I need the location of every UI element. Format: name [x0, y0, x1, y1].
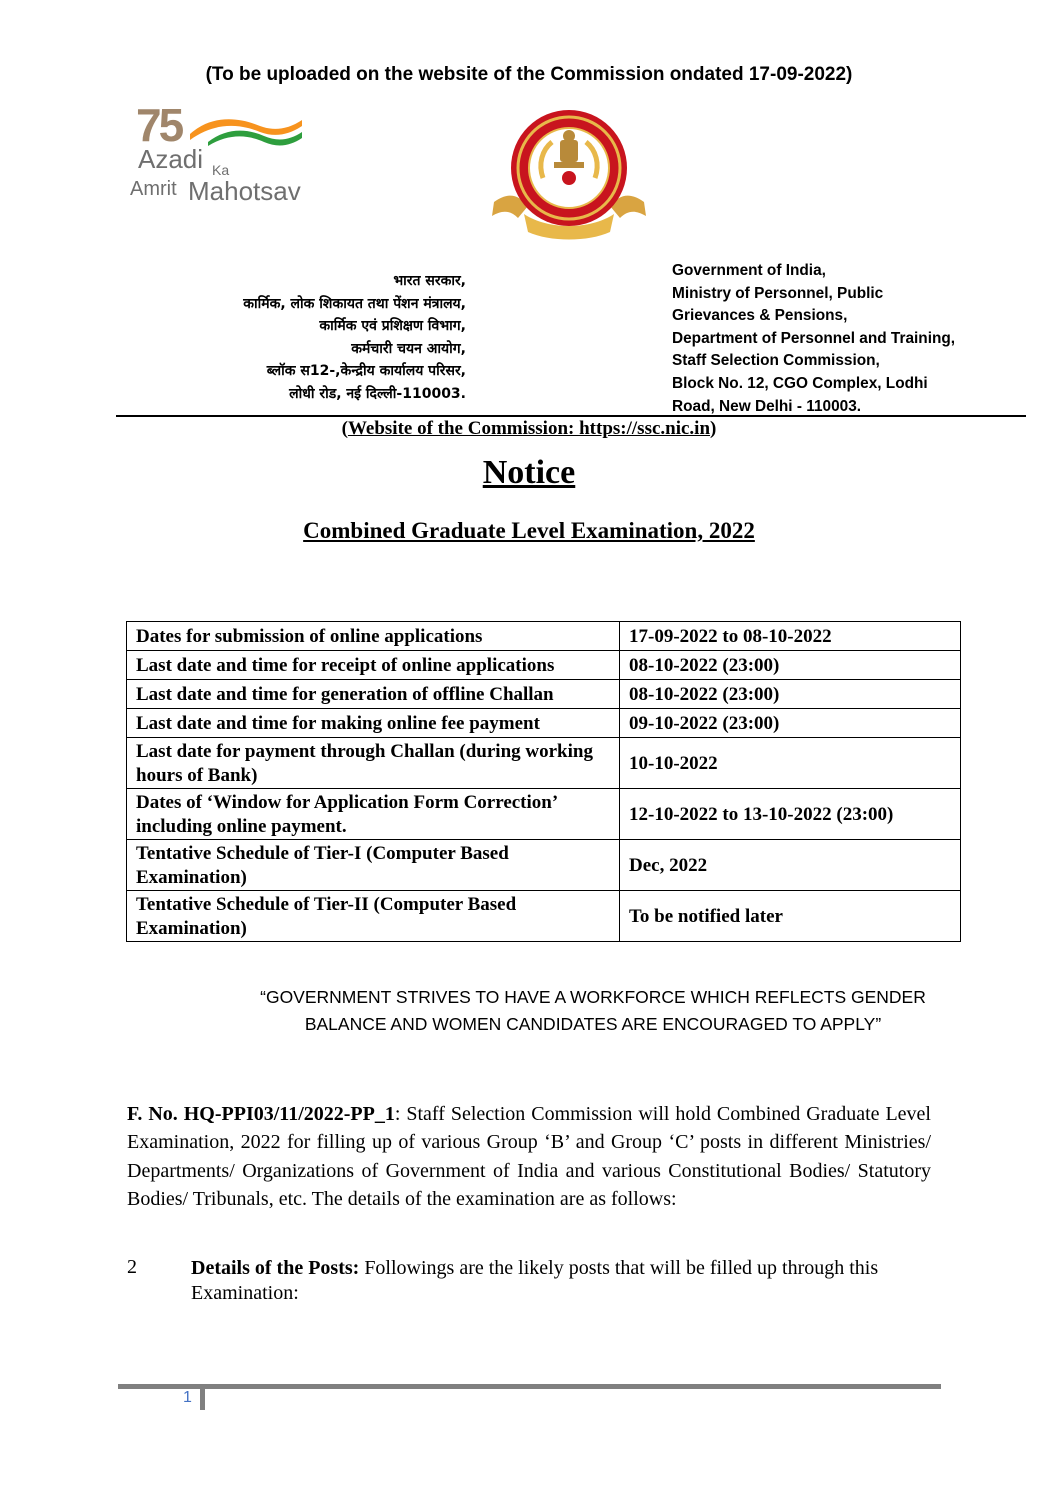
azadi-amrit: Amrit: [130, 178, 177, 200]
address-hindi-line: कर्मचारी चयन आयोग,: [351, 340, 466, 357]
table-row: [127, 622, 961, 651]
upload-note: (To be uploaded on the website of the Commission ondated 17-09-2022): [205, 64, 853, 85]
item-text: Followings are the likely posts that will be filled up through this Examination:: [191, 1257, 879, 1304]
exam-title: Combined Graduate Level Examination, 2022: [303, 518, 755, 543]
address-english: [672, 260, 1042, 418]
address-hindi-line: भारत सरकार,: [393, 273, 466, 289]
website-line: [0, 418, 1058, 440]
azadi-ka: Ka: [212, 162, 230, 178]
address-english-line: Government of India,: [672, 262, 826, 279]
address-english-line: Grievances & Pensions,: [672, 307, 848, 325]
address-hindi-line: कार्मिक, लोक शिकायत तथा पेंशन मंत्रालय,: [243, 295, 466, 312]
tricolor-flag-icon: [186, 112, 306, 152]
address-english-line: Ministry of Personnel, Public: [672, 284, 884, 302]
table-row: [127, 651, 961, 680]
website-link[interactable]: Website of the Commission: https://ssc.nic.in: [347, 418, 711, 439]
intro-text: : Staff Selection Commission will hold Combined Graduate Level Examination, 2022 for filling up of various Group ‘B’ and Group ‘C’ posts in different Ministries/ Departments/ Organizations of Government of India and various Constitutional Bodies/ Statutory Bodies/ Tribunals, etc. The details of the examination are as follows:: [127, 1103, 931, 1210]
schedule-date: 10-10-2022: [620, 738, 961, 789]
schedule-date: 08-10-2022 (23:00): [620, 680, 961, 709]
table-row: [127, 840, 961, 891]
schedule-event: Last date and time for receipt of online applications: [127, 651, 620, 680]
schedule-table: [126, 621, 961, 942]
address-hindi-line: लोधी रोड, नई दिल्ली-110003.: [289, 385, 466, 402]
schedule-date: To be notified later: [620, 891, 961, 942]
schedule-event: Last date and time for generation of offline Challan: [127, 680, 620, 709]
quote-line: BALANCE AND WOMEN CANDIDATES ARE ENCOURAGED TO APPLY”: [304, 1014, 882, 1034]
azadi-number: 75: [136, 99, 182, 151]
item-details-of-posts: [191, 1256, 931, 1306]
schedule-event: Dates of ‘Window for Application Form Correction’ including online payment.: [127, 789, 620, 840]
notice-title: Notice: [482, 454, 576, 491]
azadi-word: Azadi: [138, 144, 204, 174]
schedule-event: Last date and time for making online fee payment: [127, 709, 620, 738]
header-divider: [116, 415, 1026, 417]
schedule-date: Dec, 2022: [620, 840, 961, 891]
address-english-line: Road, New Delhi - 110003.: [672, 397, 862, 415]
item-number: 2: [127, 1256, 137, 1278]
table-row: [127, 680, 961, 709]
website-open-paren: (: [341, 418, 348, 439]
footer-divider: [118, 1384, 941, 1389]
file-reference: F. No. HQ-PPI03/11/2022-PP_1: [127, 1103, 395, 1125]
address-hindi-line: कार्मिक एवं प्रशिक्षण विभाग,: [319, 318, 466, 335]
table-row: [127, 891, 961, 942]
website-close-paren: ): [710, 418, 717, 439]
ssc-emblem-icon: [488, 106, 650, 242]
schedule-event: Last date for payment through Challan (during working hours of Bank): [127, 738, 620, 789]
schedule-date: 17-09-2022 to 08-10-2022: [620, 622, 961, 651]
address-hindi: [140, 270, 466, 406]
gender-balance-quote: [210, 984, 976, 1038]
schedule-date: 09-10-2022 (23:00): [620, 709, 961, 738]
page-number: 1: [183, 1389, 192, 1406]
address-english-line: Department of Personnel and Training,: [672, 329, 956, 347]
schedule-date: 12-10-2022 to 13-10-2022 (23:00): [620, 789, 961, 840]
address-english-line: Staff Selection Commission,: [672, 352, 880, 370]
address-english-line: Block No. 12, CGO Complex, Lodhi: [672, 374, 928, 392]
quote-line: “GOVERNMENT STRIVES TO HAVE A WORKFORCE WHICH REFLECTS GENDER: [260, 987, 926, 1007]
azadi-ka-amrit-mahotsav-logo: [128, 99, 318, 214]
schedule-event: Dates for submission of online applications: [127, 622, 620, 651]
table-row: [127, 738, 961, 789]
footer-vertical-bar: [200, 1386, 205, 1410]
azadi-mahotsav: Mahotsav: [188, 176, 301, 206]
intro-paragraph: [127, 1100, 931, 1213]
address-hindi-line: ब्लॉक स12-,केन्द्रीय कार्यालय परिसर,: [266, 363, 466, 380]
table-row: [127, 709, 961, 738]
table-row: [127, 789, 961, 840]
schedule-event: Tentative Schedule of Tier-I (Computer Based Examination): [127, 840, 620, 891]
schedule-date: 08-10-2022 (23:00): [620, 651, 961, 680]
item-heading: Details of the Posts:: [191, 1257, 360, 1279]
schedule-event: Tentative Schedule of Tier-II (Computer Based Examination): [127, 891, 620, 942]
